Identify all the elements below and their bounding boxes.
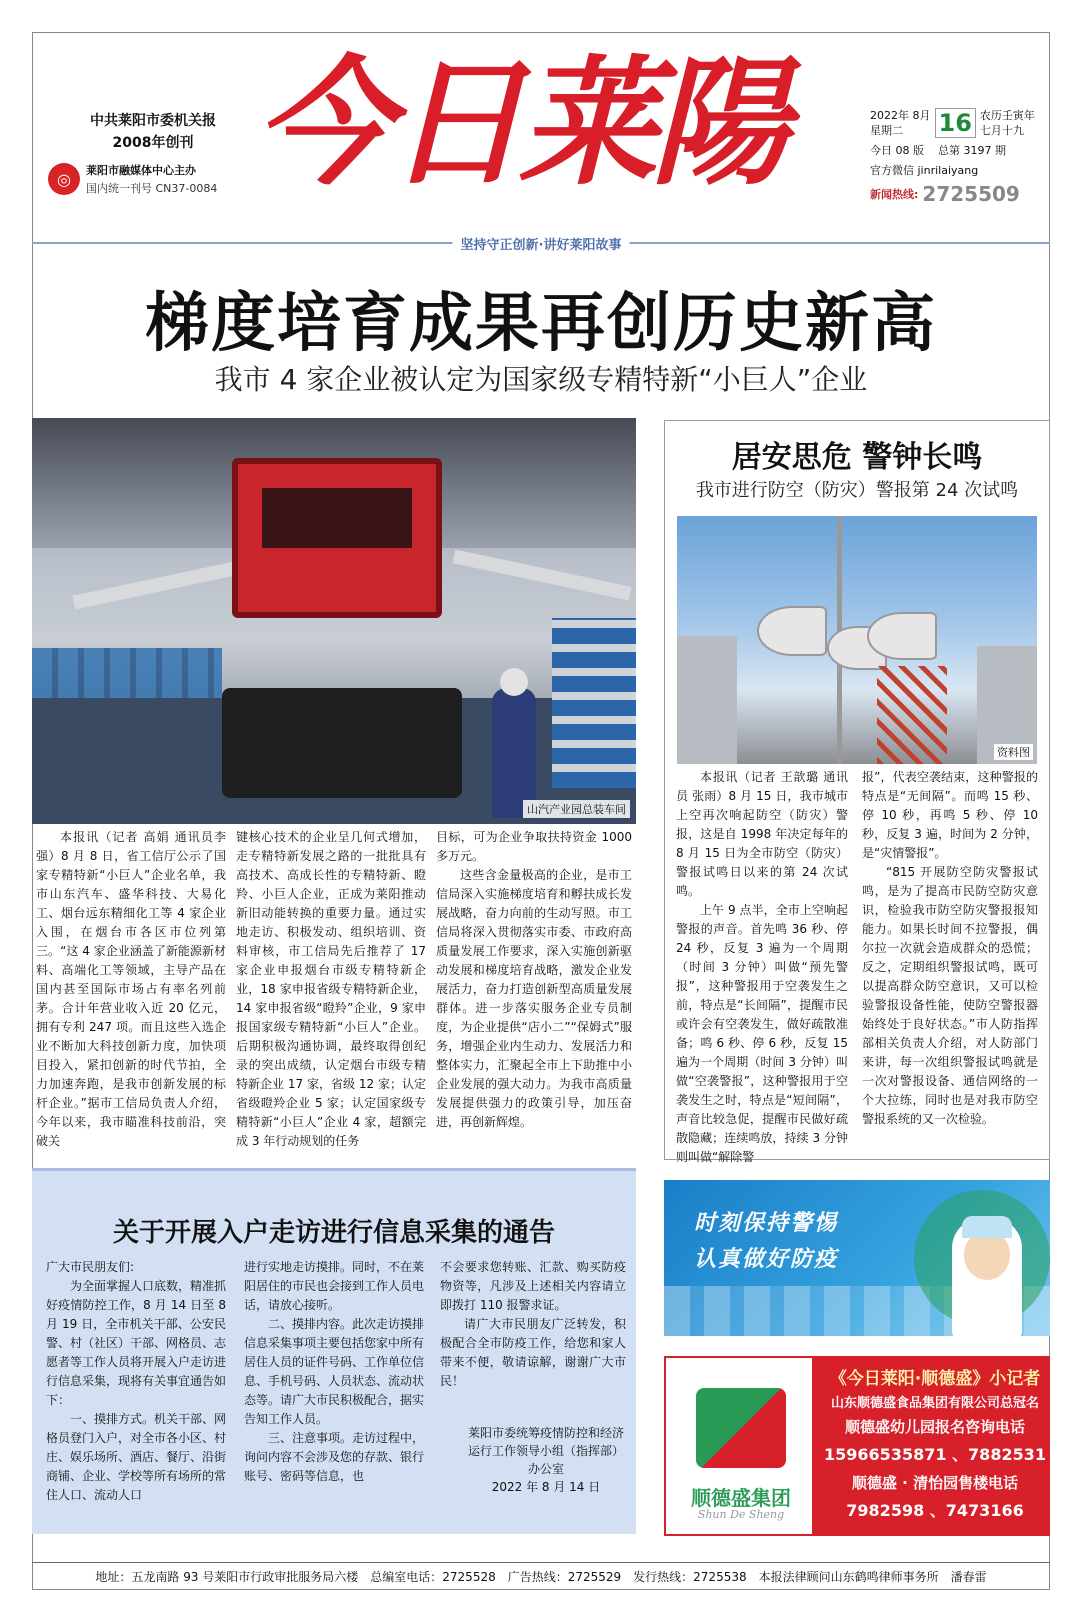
side-article-paragraph: 报”，代表空袭结束，这种警报的特点是“无间隔”。而鸣 15 秒、停 10 秒，再鸣 5 秒、停 10 秒，反复 3 遍，时间为 2 分钟，是“灾情警报”。	[862, 770, 1038, 860]
photo-building	[677, 636, 737, 764]
air-raid-siren-photo	[677, 516, 1037, 764]
date-year-month: 2022年 8月	[870, 109, 931, 122]
notice-date: 2022 年 8 月 14 日	[491, 1480, 601, 1494]
issue-number: 总第 3197 期	[938, 144, 1006, 157]
side-article-subtitle: 我市进行防空（防灾）警报第 24 次试鸣	[695, 480, 1019, 501]
photo-parts-rack	[552, 618, 636, 788]
main-article-paragraph: 本报讯（记者 高娟 通讯员李强）8 月 8 日，省工信厅公示了国家专精特新“小巨人”企业名单，我市山东汽车、盛华科技、大易化工、烟台远东精细化工等 4 家企业入围，在烟台市各区市位列第三。“这 4 家企业涵盖了新能源新材料、高端化工等领域，主导产品在国内甚至国际市场占有率名列前茅。合计年营业收入近 20 亿元，拥有专利 247 项。而且这些入选企业不断加大科技创新力度，加快项目投入，紧扣创新的时代节拍，全力加速奔跑，是我市创新发展的标杆企业。”据市工信局负责人介绍，今年以来，我市瞄准科技前沿，突破关	[36, 830, 226, 1148]
notice-paragraph: 一、摸排方式。机关干部、网格员登门入户，对全市各小区、村庄、娱乐场所、酒店、餐厅、沿街商铺、企业、学校等所有场所的常住人口、流动人口	[46, 1412, 227, 1502]
date-row	[870, 108, 1045, 138]
notice-greeting: 广大市民朋友们:	[46, 1260, 135, 1274]
notice-paragraph: 为全面掌握人口底数，精准抓好疫情防控工作，8 月 14 日至 8 月 19 日，全市机关干部、公安民警、村（社区）干部、网格员、志愿者等工作人员将开展入户走访进行信息采集，现将有关事宜通告如下：	[46, 1279, 227, 1407]
main-article-paragraph: 目标，可为企业争取扶持资金 1000 多万元。	[436, 830, 632, 863]
main-article-paragraph: 这些含金量极高的企业，是市工信局深入实施梯度培育和孵扶成长发展战略，奋力向前的生动写照。市工信局将深入贯彻落实市委、市政府高质量发展工作要求，深入实施创新驱动发展和梯度培育战略，激发企业发展活力，奋力打造创新型高质量发展群体。进一步落实服务企业专员制度，为企业提供“店小二”“保姆式”服务，增强企业内生动力、发展活力和整体实力，汇聚起全市上下助推中小企业发展的强大动力。为我市高质量发展提供强力的政策引导，加压奋进，再创新辉煌。	[436, 868, 632, 1129]
side-article-title: 居安思危 警钟长鸣	[731, 440, 983, 475]
assembly-workshop-photo	[32, 418, 636, 824]
side-article-paragraph: 本报讯（记者 王歆璐 通讯员 张雨）8 月 15 日，我市城市上空再次响起防空（防灾）警报，这是自 1998 年决定每年的 8 月 15 日为全市防空（防灾）警报试鸣日以来的第 24 次试鸣。	[676, 770, 848, 898]
brand-logo-icon	[696, 1388, 786, 1468]
host-row	[48, 162, 258, 196]
side-article-paragraph: 上午 9 点半，全市上空响起警报的声音。首先鸣 36 秒、停 24 秒，反复 3 遍为一个周期（时间 3 分钟）叫做“预先警报”，这种警报用于空袭发生之前，特点是“长间隔”，提醒市民或许会有空袭发生，做好疏散准备；鸣 6 秒、停 6 秒，反复 15 遍为一个周期（时间 3 分钟）叫做“空袭警报”，这种警报用于空袭发生之时，特点是“短间隔”，声音比较急促，提醒市民做好疏散隐藏；连续鸣放，持续 3 分钟则叫做“解除警	[676, 903, 848, 1164]
main-photo-caption: 山汽产业园总装车间	[523, 800, 630, 818]
worker-helmet	[500, 668, 528, 696]
notice-paragraph: 二、摸排内容。此次走访摸排信息采集事项主要包括您家中所有居住人员的证件号码、工作单位信息、手机号码、人员状态、流动状态等。请广大市民积极配合，据实告知工作人员。	[244, 1317, 425, 1426]
slogan-text: 坚持守正创新·讲好莱阳故事	[453, 234, 630, 253]
host-text	[86, 162, 217, 196]
notice-column-2	[244, 1258, 424, 1486]
date-weekday: 星期二	[870, 124, 903, 137]
brand-name: 顺德盛集团	[691, 1486, 791, 1510]
ad-slogan-line-2: 认真做好防疫	[694, 1247, 839, 1272]
slogan-bar	[32, 236, 1050, 253]
notice-column-3	[440, 1258, 626, 1391]
brand-logo-panel	[664, 1356, 814, 1536]
siren-horn	[757, 606, 827, 656]
epidemic-prevention-ad	[664, 1180, 1050, 1336]
main-article-column-2	[236, 828, 426, 1151]
notice-column-1	[46, 1258, 226, 1505]
notice-signature	[466, 1424, 626, 1496]
hotline-row	[870, 182, 1045, 206]
newspaper-title: 今日莱陽	[255, 41, 784, 204]
main-article-paragraph: 键核心技术的企业呈几何式增加，走专精特新发展之路的一批批具有高技术、高成长性的专精特新、瞪羚、小巨人企业，正成为莱阳推动新旧动能转换的重要力量。通过实地走访、积极发动、组织培训、资料审核，市工信局先后推荐了 17 家企业申报烟台市级专精特新企业，18 家申报省级专精特新企业，14 家申报省级“瞪羚”企业，9 家申报国家级专精特新“小巨人”企业。后期积极沟通协调，最终取得创纪录的突出成绩，认定烟台市级专精特新企业 17 家，省级 12 家；认定省级瞪羚企业 5 家；认定国家级专精特新“小巨人”企业 4 家，超额完成 3 年行动规划的任务	[236, 830, 426, 1148]
ad-line-3: 顺德盛幼儿园报名咨询电话	[844, 1418, 1025, 1436]
founded-label: 2008年创刊	[112, 135, 194, 151]
lunar-year: 农历壬寅年	[979, 109, 1035, 122]
truck-cab-window	[262, 488, 412, 548]
medical-cap-icon	[962, 1216, 1012, 1238]
main-headline: 梯度培育成果再创历史新高	[145, 287, 937, 361]
notice-title: 关于开展入户走访进行信息采集的通告	[112, 1218, 555, 1248]
hotline-label: 新闻热线:	[870, 188, 919, 201]
masthead-left-info	[48, 110, 258, 196]
shundesheng-ad	[664, 1356, 1050, 1536]
masthead-right-info	[870, 108, 1045, 206]
notice-paragraph: 三、注意事项。走访过程中，询问内容不会涉及您的存款、银行账号、密码等信息，也	[244, 1431, 425, 1483]
media-center-logo-icon: ◎	[48, 163, 80, 195]
side-article-column-2	[862, 768, 1038, 1129]
main-subheadline: 我市 4 家企业被认定为国家级专精特新“小巨人”企业	[214, 363, 868, 396]
side-article-column-1	[676, 768, 848, 1167]
notice-paragraph: 请广大市民朋友广泛转发，积极配合全市防疫工作，给您和家人带来不便，敬请谅解，谢谢广大市民！	[440, 1317, 626, 1388]
wechat-label: 官方微信 jinrilaiyang	[870, 164, 979, 177]
ad-line-2: 山东顺德盛食品集团有限公司总冠名	[830, 1396, 1039, 1411]
main-article-column-1	[36, 828, 226, 1151]
ad-slogan-line-1: 时刻保持警惕	[694, 1211, 839, 1236]
hotline-number: 2725509	[922, 182, 1020, 206]
siren-horn	[867, 612, 937, 660]
date-block	[870, 108, 931, 138]
notice-paragraph: 进行实地走访摸排。同时，不在莱阳居住的市民也会接到工作人员电话，请放心接听。	[244, 1260, 425, 1312]
worker-figure	[492, 688, 536, 818]
host-label: 莱阳市融媒体中心主办	[86, 164, 196, 177]
party-organ-label: 中共莱阳市委机关报	[90, 113, 216, 129]
footer-contact-info: 地址：五龙南路 93 号莱阳市行政审批服务局六楼 总编室电话：2725528 广告热线：2725529 发行热线：2725538 本报法律顾问山东鹤鸣律师事务所 潘春雷	[32, 1562, 1050, 1590]
brand-name-en: Shun De Sheng	[697, 1508, 785, 1521]
side-article-paragraph: “815 开展防空防灾警报试鸣，是为了提高市民防空防灾意识，检验我市防空防灾警报报知能力。如果长时间不拉警报，偶尔拉一次就会造成群众的恐慌；反之，定期组织警报试鸣，既可以提高群众防空意识，又可以检验警报设备性能，使防空警报器始终处于良好状态。”市人防指挥部相关负责人介绍，对人防部门来讲，每一次组织警报试鸣就是一次对警报设备、通信网络的一个大拉练，同时也是对我市防空警报系统的又一次检验。	[862, 865, 1038, 1126]
date-day: 16	[935, 108, 976, 138]
lunar-block	[980, 108, 1035, 138]
photo-light-beam	[453, 549, 632, 600]
ad-phone-2: 7982598 、7473166	[846, 1501, 1024, 1520]
ad-line-5: 顺德盛 · 清怡园售楼电话	[851, 1474, 1019, 1492]
side-photo-caption: 资料图	[994, 744, 1033, 760]
lunar-day: 七月十九	[979, 124, 1024, 137]
ad-line-1: 《今日莱阳·顺德盛》小记者	[829, 1369, 1041, 1389]
truck-chassis	[222, 688, 462, 798]
issn-label: 国内统一刊号 CN37-0084	[86, 182, 218, 195]
ad-phone-1: 15966535871 、7882531	[824, 1445, 1046, 1464]
notice-paragraph: 不会要求您转账、汇款、购买防疫物资等，凡涉及上述相关内容请立即拨打 110 报警求证。	[440, 1260, 626, 1312]
notice-issuer: 莱阳市委统筹疫情防控和经济运行工作领导小组（指挥部）办公室	[467, 1426, 624, 1476]
main-article-column-3	[436, 828, 632, 1132]
issue-row	[870, 142, 1045, 158]
siren-tower	[877, 666, 947, 764]
photo-light-beam	[72, 560, 241, 609]
page-count: 今日 08 版	[870, 144, 924, 157]
